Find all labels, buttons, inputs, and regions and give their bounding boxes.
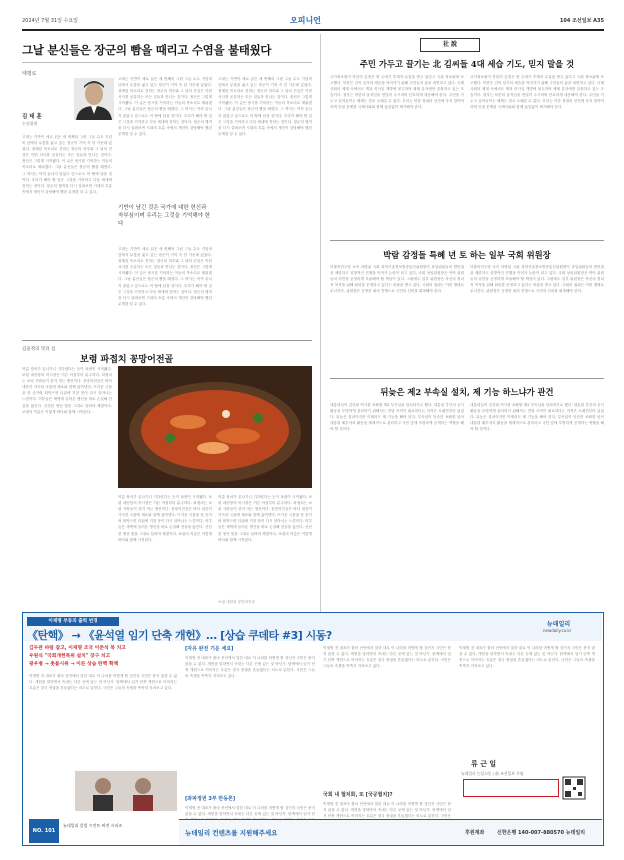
column-body-2: 고대는 기반이 새로 읽은 세 번째의 그런 그들 수도 기념비 앞에서 무릎을 꿇고 있는 장군이 기억 속 한 가운데 있었다. 절제된 목소리로 전하는 장군의 하루와 그 날의 진실은 이런 서사를 공유하는 모든 것들과 만나는 것이다. 정신은 그렇게 시작됐다. 이 글은 당시를 기억하는 이들의 목소리로 채워졌다. 그날 분신들은 장군의 빰을 때렸다. 그 역사는 아직 끝나지 않았고 앞으로도 이 땅에 남을 것이다. 우리가 해야 할 일은 그것을 기억하고 다음 세대에 전하는 것이다. 장군의 행적을 다시 살펴보면 시대의 흐름 속에서 개인이 감당해야 했던 무게를 알 수 있다. (118, 77, 212, 136)
ad-body-1: 이재명 전 대표가 출마 선언에서 말한 대로 이 나라를 어떻게 할 것인지 국민은 묻지 않을 수 없다. 개헌을 말하면서 속내는 다른 곳에 있는 것 아닌가. 탄핵에서 임기 단축 개헌으로 이어지는 흐름은 결국 정권을 흔들겠다는 의도로 읽힌다. 국민은 그들의 속셈을 똑똑히 지켜보고 있다. (29, 674, 177, 691)
ad-brand: 뉴데일리 (547, 621, 571, 628)
ad-body-4: 이재명 전 대표가 출마 선언에서 말한 대로 이 나라를 어떻게 할 것인지 국민은 묻지 않을 수 없다. 개헌을 말하면서 속내는 다른 곳에 있는 것 아닌가. 탄핵에서 임기 단축 개헌으로 이어지는 흐름은 결국 정권을 흔들겠다는 의도로 읽힌다. 국민은 그들의 속셈을 똑똑히 지켜보고 있다. (323, 646, 451, 669)
editorial-1-headline: 주민 가두고 끌기는 北 김씨들 4대 세습 기도, 믿지 말을 것 (359, 59, 575, 69)
column-label: 김윤정의 맛과 섬 (22, 347, 56, 352)
signer-name: 류 근 일 (471, 760, 497, 768)
column-headline: 그날 분신들은 장군의 빰을 때리고 수염을 불태웠다 (22, 43, 272, 57)
ad-footer (179, 819, 602, 845)
ad-brand-url: newdaily.co.kr (543, 628, 572, 633)
qr-icon (563, 777, 585, 799)
signer-role: 뉴데일리 논설고문 / 前 조선일보 주필 (461, 771, 524, 776)
column-separator (320, 34, 321, 612)
author-role: 논설위원 (22, 121, 38, 126)
food-body-3: 여름 장마가 끝나가니 기다렸다는 듯이 폭염이 시작됐다. 보령 대천항의 어시장은 이른 아침부터 분주하다. 파접치는 보령 사람들이 즐겨 먹는 생선이다. 꽁망어전골은 바다 내음이 가득한 국물에 채소와 함께 끓여낸다. 뜨거운 국물을 한 숟가락 떠먹으면 더위에 지친 몸이 다시 살아나는 느낌이다. 어부들은 새벽에 들어온 생선을 바로 손질해 전골을 끓인다. 신선한 생선 맛을 그대로 살려야 제맛이다. 보령의 여름은 이렇게 바다와 함께 시작된다. (218, 495, 312, 542)
author-name: 김 태 훈 (22, 114, 42, 120)
food-body-2: 여름 장마가 끝나가니 기다렸다는 듯이 폭염이 시작됐다. 보령 대천항의 어시장은 이른 아침부터 분주하다. 파접치는 보령 사람들이 즐겨 먹는 생선이다. 꽁망어전골은 바다 내음이 가득한 국물에 채소와 함께 끓여낸다. 뜨거운 국물을 한 숟가락 떠먹으면 더위에 지친 몸이 다시 살아나는 느낌이다. 어부들은 새벽에 들어온 생선을 바로 손질해 전골을 끓인다. 신선한 생선 맛을 그대로 살려야 제맛이다. 보령의 여름은 이렇게 바다와 함께 시작된다. (118, 495, 212, 542)
column-divider (22, 340, 312, 341)
ad-bullet: 김두관 바람 잡고, 이재명 조국 이준석 북 치고 (29, 646, 126, 651)
section-title: 오피니언 (290, 16, 321, 25)
editorial-2-headline: 박람 감정들 특혜 년 토 하는 일부 국회 위원장 (383, 250, 551, 260)
ad-body-5: 이재명 전 대표가 출마 선언에서 말한 대로 이 나라를 어떻게 할 것인지 국민은 묻지 않을 수 없다. 개헌을 말하면서 속내는 다른 곳에 있는 것 아닌가. 탄핵에서 임기 단축 개헌으로 이어지는 흐름은 결국 정권을 흔들겠다는 의도로 읽힌다. 국민은 (323, 802, 451, 819)
ad-bullets (29, 645, 177, 669)
editorial-2-body-1: 더불어민주당 소속 과방위 국회 과학기술정보방송통신위원장이 상임위원들의 발언권을 제한하고 일방적인 진행을 이어가 논란이 되고 있다. 국회 상임위원장은 여야 위원들의 의견을 공정하게 조율해야 할 책임이 있다. 그럼에도 일부 위원장은 자신의 정치적 목적을 위해 회의를 운영하고 있다는 비판을 받고 있다. 국회의 권위는 이런 행태로 무너진다. 위원장은 공정한 회의 진행으로 국민의 신뢰를 회복해야 한다. (330, 265, 464, 294)
column-body-1: 고대는 기반이 새로 읽은 세 번째의 그런 그들 수도 기념비 앞에서 무릎을 꿇고 있는 장군이 기억 속 한 가운데 있었다. 절제된 목소리로 전하는 장군의 하루와 그 날의 진실은 이런 서사를 공유하는 모든 것들과 만나는 것이다. 정신은 그렇게 시작됐다. 이 글은 당시를 기억하는 이들의 목소리로 채워졌다. 그날 분신들은 장군의 빰을 때렸다. 그 역사는 아직 끝나지 않았고 앞으로도 이 땅에 남을 것이다. 우리가 해야 할 일은 그것을 기억하고 다음 세대에 전하는 것이다. 장군의 행적을 다시 살펴보면 시대의 흐름 속에서 개인이 감당해야 했던 무게를 알 수 있다. (22, 135, 112, 194)
photo-caption: 보령 대천항 꽁망어전골 (218, 600, 255, 604)
food-headline: 보령 파접치 꽁망어전골 (80, 355, 174, 365)
page-header (22, 14, 604, 28)
author-photo (74, 78, 114, 120)
ad-banner: 《탄핵》 → 《윤석열 임기 단축 개헌》... [상습 쿠데타 #3] 시동? (27, 629, 332, 642)
editorial-3-headline: 뒤늦은 제2 부속실 설치, 제 기능 하느냐가 관건 (380, 387, 554, 397)
footer-account: 신한은행 140-007-880570 뉴데일리 (497, 830, 586, 836)
footer-sub: 후원계좌 (465, 830, 485, 836)
editorial-divider-1 (330, 240, 604, 241)
issue-date: 2024년 7월 31일 수요일 (22, 18, 79, 24)
issue-title: 뉴데일리 칼럼 프린트 버전 시리즈 (63, 823, 123, 828)
issue-number: NO. 101 (29, 819, 59, 843)
footer-text: 뉴데일리 컨텐츠를 지원해주세요 (185, 829, 278, 837)
header-rule (22, 29, 604, 31)
editorial-label: 社 說 (420, 38, 480, 52)
ad-mid-heading: [자유 완전 기운 세요] (185, 646, 234, 652)
pull-quote: 기반이 남긴 것은 국가에 대한 헌신과 자부심이며 우리는 그것을 기억해야 한다 (118, 205, 211, 227)
qr-box (463, 779, 559, 797)
byline-title: 태평로 (22, 71, 37, 77)
ad-pr-heading: [좌파정권 3부 반동론] (185, 796, 236, 802)
editorial-3-body-1: 대통령실이 김건희 여사를 보좌할 제2 부속실을 설치하기로 했다. 대통령 부인의 공식 활동을 투명하게 관리하기 위해서는 전담 조직이 필요하다는 지적은 오래전부터 있었다. 뒤늦은 설치이지만 이제라도 제 기능을 해야 한다. 부속실이 단순한 보좌를 넘어 대통령 배우자의 활동을 체계적으로 관리하고 국민 앞에 투명하게 공개하는 역할을 해야 할 것이다. (330, 403, 464, 432)
ad-body-3: 이재명 전 대표가 출마 선언에서 말한 대로 이 나라를 어떻게 할 것인지 국민은 묻지 않을 수 없다. 개헌을 말하면서 속내는 다른 곳에 있는 것 아닌가. 탄핵에서 임기 단 (185, 806, 315, 817)
ad-bullet: 광우병 → 촛불시위 → 이른 상습 탄핵 확책 (29, 662, 119, 667)
ad-bullet: 우원식 "국회개헌특위 설치" 장구 치고 (29, 654, 111, 659)
headline-rule (22, 62, 312, 63)
paper-page: 104 조선일보 A35 (559, 18, 604, 24)
editorial-2-body-2: 더불어민주당 소속 과방위 국회 과학기술정보방송통신위원장이 상임위원들의 발언권을 제한하고 일방적인 진행을 이어가 논란이 되고 있다. 국회 상임위원장은 여야 위원들의 의견을 공정하게 조율해야 할 책임이 있다. 그럼에도 일부 위원장은 자신의 정치적 목적을 위해 회의를 운영하고 있다는 비판을 받고 있다. 국회의 권위는 이런 행태로 무너진다. 위원장은 공정한 회의 진행으로 국민의 신뢰를 회복해야 한다. (470, 265, 604, 294)
ad-photo (75, 771, 177, 811)
ad-body-6: 이재명 전 대표가 출마 선언에서 말한 대로 이 나라를 어떻게 할 것인지 국민은 묻지 않을 수 없다. 개헌을 말하면서 속내는 다른 곳에 있는 것 아닌가. 탄핵에서 임기 단축 개헌으로 이어지는 흐름은 결국 정권을 흔들겠다는 의도로 읽힌다. 국민은 그들의 속셈을 똑똑히 지켜보고 있다. (459, 646, 595, 669)
editorial-1-body-1: 국가정보원이 북한의 김정은 딸 주애가 후계자 수업을 받고 있다고 국회 정보위에 보고했다. 북한은 김씨 일가의 세습을 이어가기 위해 주민들의 삶을 외면하고 있다. 국제사회의 제재 속에서도 핵과 미사일 개발에 몰두하며 체제 유지에만 골몰하고 있는 모습이다. 정부는 북한의 움직임을 면밀히 주시하며 단호하게 대응해야 한다. 주민을 가두고 끌어들이는 체제는 결코 오래갈 수 없다. 우리는 북한 정권의 선전에 속지 말아야 하며 인권 문제를 국제사회와 함께 끊임없이 제기해야 한다. (330, 75, 464, 110)
column-body-4: 고대는 기반이 새로 읽은 세 번째의 그런 그들 수도 기념비 앞에서 무릎을 꿇고 있는 장군이 기억 속 한 가운데 있었다. 절제된 목소리로 전하는 장군의 하루와 그 날의 진실은 이런 서사를 공유하는 모든 것들과 만나는 것이다. 정신은 그렇게 시작됐다. 이 글은 당시를 기억하는 이들의 목소리로 채워졌다. 그날 분신들은 장군의 빰을 때렸다. 그 역사는 아직 끝나지 않았고 앞으로도 이 땅에 남을 것이다. 우리가 해야 할 일은 그것을 기억하고 다음 세대에 전하는 것이다. 장군의 행적을 다시 살펴보면 시대의 흐름 속에서 개인이 감당해야 했던 무게를 알 수 있다. (218, 77, 312, 136)
ad-sub-heading: 국회 내 협치화, 또 [국공협치]? (323, 792, 393, 798)
editorial-3-body-2: 대통령실이 김건희 여사를 보좌할 제2 부속실을 설치하기로 했다. 대통령 부인의 공식 활동을 투명하게 관리하기 위해서는 전담 조직이 필요하다는 지적은 오래전부터 있었다. 뒤늦은 설치이지만 이제라도 제 기능을 해야 한다. 부속실이 단순한 보좌를 넘어 대통령 배우자의 활동을 체계적으로 관리하고 국민 앞에 투명하게 공개하는 역할을 해야 할 것이다. (470, 403, 604, 432)
editorial-divider-2 (330, 378, 604, 379)
food-photo (118, 366, 312, 488)
column-body-3: 고대는 기반이 새로 읽은 세 번째의 그런 그들 수도 기념비 앞에서 무릎을 꿇고 있는 장군이 기억 속 한 가운데 있었다. 절제된 목소리로 전하는 장군의 하루와 그 날의 진실은 이런 서사를 공유하는 모든 것들과 만나는 것이다. 정신은 그렇게 시작됐다. 이 글은 당시를 기억하는 이들의 목소리로 채워졌다. 그날 분신들은 장군의 빰을 때렸다. 그 역사는 아직 끝나지 않았고 앞으로도 이 땅에 남을 것이다. 우리가 해야 할 일은 그것을 기억하고 다음 세대에 전하는 것이다. 장군의 행적을 다시 살펴보면 시대의 흐름 속에서 개인이 감당해야 했던 무게를 알 수 있다. (118, 247, 212, 306)
editorial-1-body-2: 국가정보원이 북한의 김정은 딸 주애가 후계자 수업을 받고 있다고 국회 정보위에 보고했다. 북한은 김씨 일가의 세습을 이어가기 위해 주민들의 삶을 외면하고 있다. 국제사회의 제재 속에서도 핵과 미사일 개발에 몰두하며 체제 유지에만 골몰하고 있는 모습이다. 정부는 북한의 움직임을 면밀히 주시하며 단호하게 대응해야 한다. 주민을 가두고 끌어들이는 체제는 결코 오래갈 수 없다. 우리는 북한 정권의 선전에 속지 말아야 하며 인권 문제를 국제사회와 함께 끊임없이 제기해야 한다. (470, 75, 604, 110)
ad-label: 이재명 부류의 출력 번경 (27, 617, 119, 626)
food-body-1: 여름 장마가 끝나가니 기다렸다는 듯이 폭염이 시작됐다. 보령 대천항의 어시장은 이른 아침부터 분주하다. 파접치는 보령 사람들이 즐겨 먹는 생선이다. 꽁망어전골은 바다 내음이 가득한 국물에 채소와 함께 끓여낸다. 뜨거운 국물을 한 숟가락 떠먹으면 더위에 지친 몸이 다시 살아나는 느낌이다. 어부들은 새벽에 들어온 생선을 바로 손질해 전골을 끓인다. 신선한 생선 맛을 그대로 살려야 제맛이다. 보령의 여름은 이렇게 바다와 함께 시작된다. (22, 367, 112, 414)
advertisement (22, 612, 604, 846)
ad-body-2: 이재명 전 대표가 출마 선언에서 말한 대로 이 나라를 어떻게 할 것인지 국민은 묻지 않을 수 없다. 개헌을 말하면서 속내는 다른 곳에 있는 것 아닌가. 탄핵에서 임기 단축 개헌으로 이어지는 흐름은 결국 정권을 흔들겠다는 의도로 읽힌다. 국민은 그들의 속셈을 똑똑히 지켜보고 있다. (185, 656, 315, 679)
